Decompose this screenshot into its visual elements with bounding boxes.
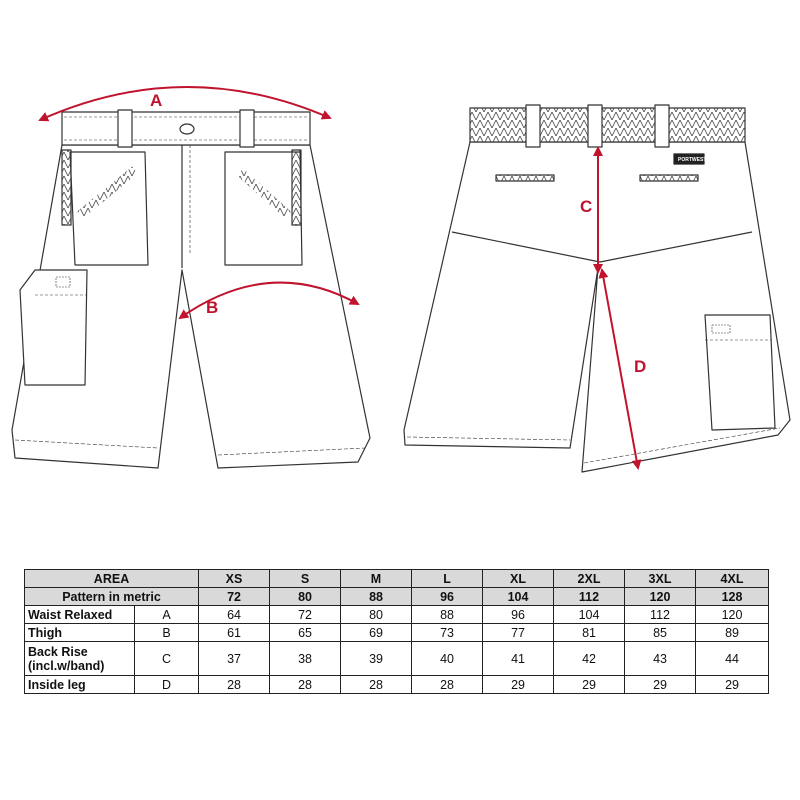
svg-text:PORTWEST: PORTWEST bbox=[678, 157, 707, 163]
table-cell: 96 bbox=[483, 606, 554, 624]
row-code: D bbox=[135, 676, 199, 694]
table-cell: 42 bbox=[554, 642, 625, 676]
pattern-value: 72 bbox=[199, 588, 270, 606]
table-cell: 80 bbox=[341, 606, 412, 624]
pattern-value: 104 bbox=[483, 588, 554, 606]
pattern-row bbox=[25, 588, 769, 606]
table-cell: 28 bbox=[341, 676, 412, 694]
table-cell: 40 bbox=[412, 642, 483, 676]
table-cell: 39 bbox=[341, 642, 412, 676]
table-cell: 64 bbox=[199, 606, 270, 624]
table-cell: 81 bbox=[554, 624, 625, 642]
pattern-value: 96 bbox=[412, 588, 483, 606]
size-header: 2XL bbox=[554, 570, 625, 588]
table-cell: 85 bbox=[625, 624, 696, 642]
table-cell: 89 bbox=[696, 624, 769, 642]
waist-button bbox=[180, 124, 194, 134]
table-cell: 28 bbox=[199, 676, 270, 694]
row-name-line1: Back Rise bbox=[28, 644, 88, 659]
size-header: 3XL bbox=[625, 570, 696, 588]
table-cell: 88 bbox=[412, 606, 483, 624]
size-header: L bbox=[412, 570, 483, 588]
label-b: B bbox=[206, 298, 219, 317]
row-name-line2: (incl.w/band) bbox=[28, 658, 105, 673]
label-a: A bbox=[150, 91, 163, 110]
label-d: D bbox=[634, 357, 647, 376]
pattern-value: 120 bbox=[625, 588, 696, 606]
table-cell: 37 bbox=[199, 642, 270, 676]
table-row-inside-leg bbox=[25, 676, 769, 694]
table-cell: 73 bbox=[412, 624, 483, 642]
row-code: A bbox=[135, 606, 199, 624]
pattern-value: 128 bbox=[696, 588, 769, 606]
front-right-pocket bbox=[225, 152, 302, 265]
size-chart-table bbox=[24, 569, 769, 694]
table-cell: 38 bbox=[270, 642, 341, 676]
table-cell: 112 bbox=[625, 606, 696, 624]
table-cell: 29 bbox=[625, 676, 696, 694]
table-header-row bbox=[25, 570, 769, 588]
size-header: XS bbox=[199, 570, 270, 588]
table-cell: 29 bbox=[483, 676, 554, 694]
table-cell: 61 bbox=[199, 624, 270, 642]
table-row-thigh bbox=[25, 624, 769, 642]
table-cell: 44 bbox=[696, 642, 769, 676]
size-header: S bbox=[270, 570, 341, 588]
table-cell: 65 bbox=[270, 624, 341, 642]
row-name bbox=[25, 642, 135, 676]
label-c: C bbox=[580, 197, 593, 216]
table-row-back-rise bbox=[25, 642, 769, 676]
table-cell: 104 bbox=[554, 606, 625, 624]
shorts-front-view bbox=[12, 110, 370, 468]
size-header: M bbox=[341, 570, 412, 588]
row-code: C bbox=[135, 642, 199, 676]
table-cell: 29 bbox=[554, 676, 625, 694]
table-cell: 29 bbox=[696, 676, 769, 694]
pattern-value: 80 bbox=[270, 588, 341, 606]
area-header: AREA bbox=[25, 570, 199, 588]
front-cargo-pocket bbox=[20, 270, 87, 385]
table-cell: 41 bbox=[483, 642, 554, 676]
table-cell: 120 bbox=[696, 606, 769, 624]
size-header: XL bbox=[483, 570, 554, 588]
row-name: Waist Relaxed bbox=[25, 606, 135, 624]
table-cell: 43 bbox=[625, 642, 696, 676]
pattern-value: 112 bbox=[554, 588, 625, 606]
table-row-waist bbox=[25, 606, 769, 624]
row-name: Inside leg bbox=[25, 676, 135, 694]
size-header: 4XL bbox=[696, 570, 769, 588]
table-cell: 72 bbox=[270, 606, 341, 624]
table-cell: 28 bbox=[412, 676, 483, 694]
table-cell: 28 bbox=[270, 676, 341, 694]
table-cell: 77 bbox=[483, 624, 554, 642]
pattern-value: 88 bbox=[341, 588, 412, 606]
row-code: B bbox=[135, 624, 199, 642]
pattern-label: Pattern in metric bbox=[25, 588, 199, 606]
table-cell: 69 bbox=[341, 624, 412, 642]
row-name: Thigh bbox=[25, 624, 135, 642]
